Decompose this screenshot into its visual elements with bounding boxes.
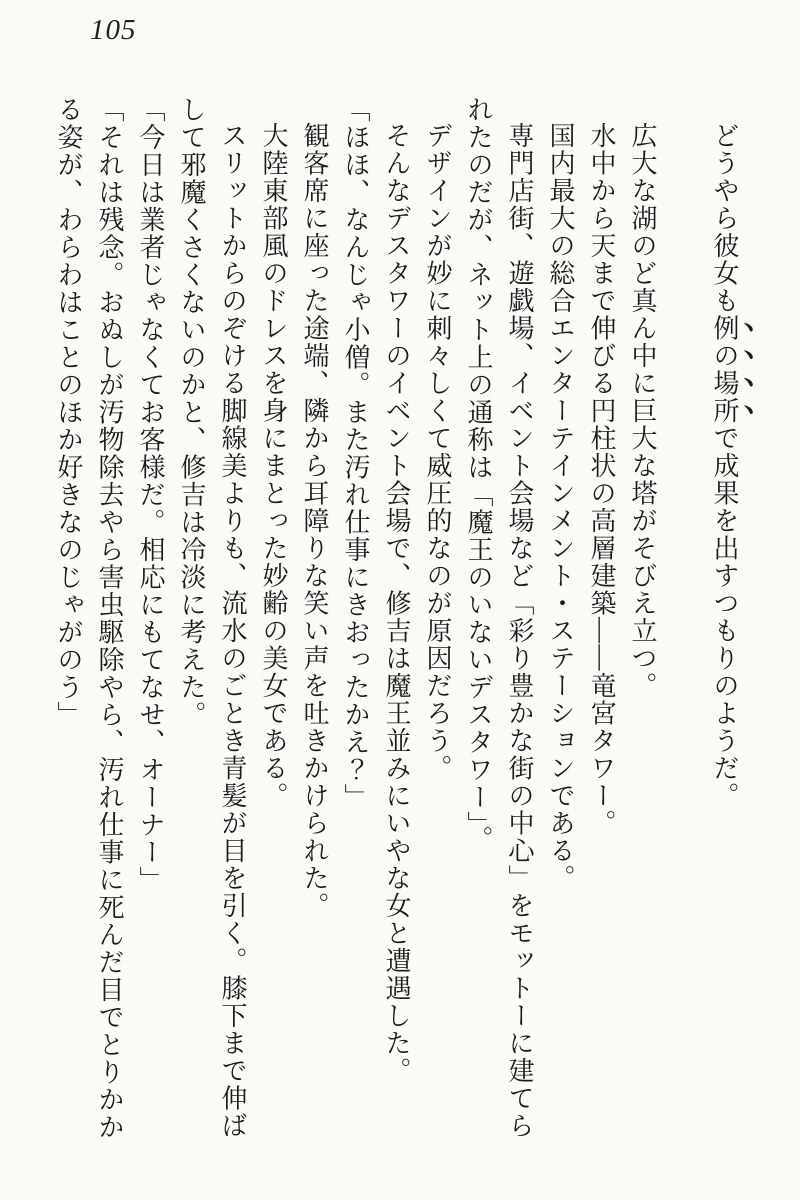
text-run: そんなデスタワーのイベント会場で、修吉は魔王並みにいやな女と遭遇した。 bbox=[382, 122, 411, 1085]
paragraph bbox=[253, 96, 294, 1144]
text-run: スリットからのぞける脚線美よりも、流水のごとき青髪が目を引く。膝下まで伸ばして邪魔くさくないのかと、修吉は冷淡に考えた。 bbox=[177, 96, 247, 1140]
text-run: 広大な湖のど真ん中に巨大な塔がそびえ立つ。 bbox=[628, 122, 657, 700]
text-block bbox=[54, 96, 758, 1144]
page-number: 105 bbox=[90, 14, 137, 46]
paragraph bbox=[704, 96, 758, 1144]
emphasized-text: 例の場所 bbox=[710, 314, 739, 425]
text-run: 観客席に座った途端、隣から耳障りな笑い声を吐きかけられた。 bbox=[300, 122, 329, 920]
paragraph bbox=[130, 96, 171, 1144]
text-run: どうやら彼女も bbox=[710, 122, 739, 315]
text-run: 「それは残念。おぬしが汚物除去やら害虫駆除やら、汚れ仕事に死んだ目でとりかかる姿が、わらわはことのほか好きなのじゃがのう」 bbox=[54, 96, 124, 1141]
paragraph bbox=[335, 96, 376, 1144]
paragraph bbox=[540, 96, 581, 1144]
text-run: デザインが妙に刺々しくて威圧的なのが原因だろう。 bbox=[423, 122, 452, 782]
paragraph bbox=[294, 96, 335, 1144]
text-run: 「ほほ、なんじゃ小僧。また汚れ仕事にきおったかえ？」 bbox=[341, 96, 370, 811]
paragraph bbox=[417, 96, 458, 1144]
paragraph bbox=[376, 96, 417, 1144]
paragraph bbox=[48, 96, 130, 1144]
text-run: 専門店街、遊戯場、イベント会場など「彩り豊かな街の中心」をモットーに建てられたのだが、ネット上の通称は「魔王のいないデスタワー」。 bbox=[464, 96, 534, 1140]
text-run: 水中から天まで伸びる円柱状の高層建築――竜宮タワー。 bbox=[587, 122, 616, 837]
paragraph bbox=[171, 96, 253, 1144]
paragraph bbox=[581, 96, 622, 1144]
text-run: 国内最大の総合エンターテインメント・ステーションである。 bbox=[546, 122, 575, 892]
text-run: で成果を出すつもりのようだ。 bbox=[710, 424, 739, 810]
text-run: 大陸東部風のドレスを身にまとった妙齢の美女である。 bbox=[259, 122, 288, 810]
paragraph bbox=[458, 96, 540, 1144]
text-run: 「今日は業者じゃなくてお客様だ。相応にもてなせ、オーナー」 bbox=[136, 96, 165, 894]
paragraph bbox=[622, 96, 663, 1144]
